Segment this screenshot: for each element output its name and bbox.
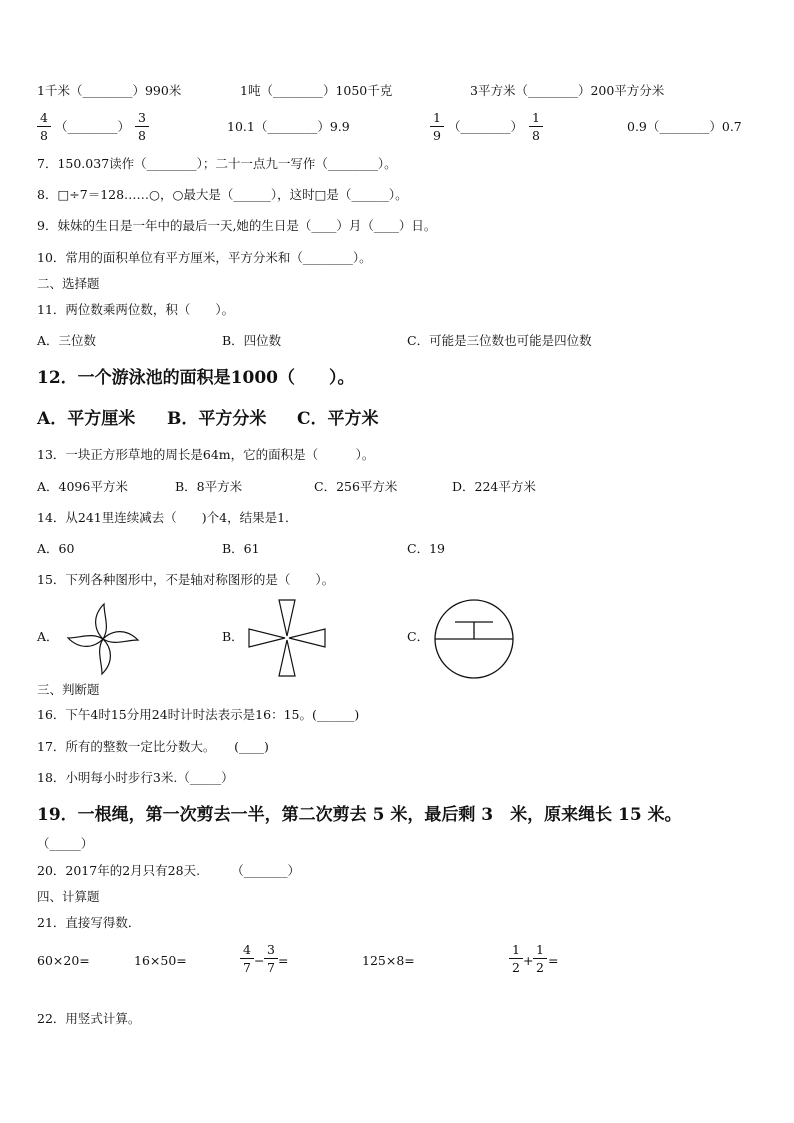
q13-option-a: A．4096平方米 xyxy=(37,479,128,494)
compare-item-decimal-1: 10.1（________）9.9 xyxy=(227,119,350,134)
compare-item-3: 3平方米（________）200平方分米 xyxy=(470,83,665,98)
question-14: 14．从241里连续减去（ )个4，结果是1． xyxy=(37,510,298,525)
question-15: 15．下列各种图形中，不是轴对称图形的是（ ）。 xyxy=(37,572,335,587)
q15-option-b: B． xyxy=(222,629,244,644)
question-13: 13．一块正方形草地的周长是64m，它的面积是（ ）。 xyxy=(37,447,375,462)
calc-item-16x50: 16×50= xyxy=(134,953,187,968)
compare-blank-fraction-1: （________） xyxy=(55,119,131,134)
compare-item-1: 1千米（________）990米 xyxy=(37,83,182,98)
q13-option-b: B．8平方米 xyxy=(175,479,243,494)
q15-option-a: A． xyxy=(37,629,59,644)
calc-equals-2: = xyxy=(548,953,559,968)
question-22: 22．用竖式计算。 xyxy=(37,1011,141,1026)
q11-option-c: C．可能是三位数也可能是四位数 xyxy=(407,333,592,348)
section-heading-judgement: 三、判断题 xyxy=(37,682,100,697)
section-heading-choice: 二、选择题 xyxy=(37,276,100,291)
question-10: 10．常用的面积单位有平方厘米，平方分米和（________）。 xyxy=(37,250,372,265)
bowtie-cross-figure xyxy=(247,598,327,678)
fraction-1-9: 1 9 xyxy=(430,110,444,143)
q14-option-b: B．61 xyxy=(222,541,260,556)
question-16: 16．下午4时15分用24时计时法表示是16：15。(______) xyxy=(37,707,360,722)
fraction-1-8: 1 8 xyxy=(529,110,543,143)
q11-option-b: B．四位数 xyxy=(222,333,282,348)
calc-equals-1: = xyxy=(278,953,289,968)
compare-item-2: 1吨（________）1050千克 xyxy=(240,83,393,98)
circle-with-symbol-figure xyxy=(433,598,515,680)
calc-fraction-1-2-a: 1 2 xyxy=(509,942,523,975)
question-19-blank: （_____） xyxy=(37,836,94,851)
q12-option-b: B．平方分米 xyxy=(167,409,267,429)
calc-fraction-1-2-b: 1 2 xyxy=(533,942,547,975)
calc-fraction-4-7: 4 7 xyxy=(240,942,254,975)
question-7: 7．150.037读作（________）；二十一点九一写作（________）。 xyxy=(37,156,397,171)
question-18: 18．小明每小时步行3米.（_____） xyxy=(37,770,234,785)
q13-option-c: C．256平方米 xyxy=(314,479,398,494)
q14-option-c: C．19 xyxy=(407,541,445,556)
calc-operator-minus: − xyxy=(254,953,265,968)
question-12: 12．一个游泳池的面积是1000（ ）。 xyxy=(37,368,355,388)
calc-item-60x20: 60×20= xyxy=(37,953,90,968)
question-17: 17．所有的整数一定比分数大。 (____) xyxy=(37,739,269,754)
q11-option-a: A．三位数 xyxy=(37,333,97,348)
question-11: 11．两位数乘两位数，积（ ）。 xyxy=(37,302,235,317)
calc-fraction-3-7: 3 7 xyxy=(264,942,278,975)
pinwheel-figure xyxy=(64,600,142,678)
compare-item-decimal-2: 0.9（________）0.7 xyxy=(627,119,742,134)
question-8: 8．□÷7＝128……○，○最大是（______），这时□是（______）。 xyxy=(37,187,408,202)
question-21: 21．直接写得数． xyxy=(37,915,141,930)
q12-option-a: A．平方厘米 xyxy=(37,409,136,429)
q15-option-c: C． xyxy=(407,629,430,644)
question-19: 19．一根绳，第一次剪去一半，第二次剪去 5 米，最后剩 3 米，原来绳长 15 米。 xyxy=(37,805,682,825)
q14-option-a: A．60 xyxy=(37,541,75,556)
question-9: 9．妹妹的生日是一年中的最后一天,她的生日是（____）月（____）日。 xyxy=(37,218,437,233)
fraction-4-8: 4 8 xyxy=(37,110,51,143)
q13-option-d: D．224平方米 xyxy=(452,479,536,494)
calc-operator-plus: + xyxy=(523,953,534,968)
calc-item-125x8: 125×8= xyxy=(362,953,415,968)
section-heading-calculation: 四、计算题 xyxy=(37,889,100,904)
question-20: 20．2017年的2月只有28天. （_______） xyxy=(37,863,301,878)
fraction-3-8: 3 8 xyxy=(135,110,149,143)
q12-option-c: C．平方米 xyxy=(297,409,379,429)
compare-blank-fraction-2: （________） xyxy=(448,119,524,134)
